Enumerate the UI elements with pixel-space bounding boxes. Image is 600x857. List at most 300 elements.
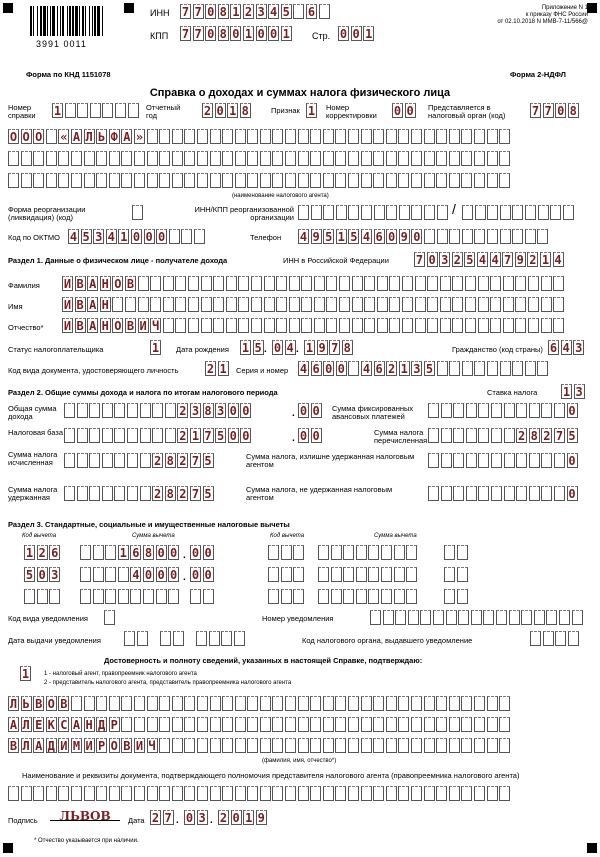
- char-cell: [210, 129, 221, 144]
- char-cell: [276, 297, 287, 312]
- deduction-sum-header-right: Сумма вычета: [374, 533, 417, 539]
- char-cell: [84, 786, 95, 801]
- char-cell: [184, 151, 195, 166]
- char-cell: [411, 129, 422, 144]
- char-cell: [398, 786, 409, 801]
- agent-name-row1[interactable]: [8, 129, 510, 144]
- char-cell: [314, 318, 325, 333]
- char-cell: [293, 545, 304, 560]
- char-cell: 5: [217, 428, 225, 443]
- surname-field[interactable]: [62, 276, 564, 291]
- char-cell: [343, 589, 354, 604]
- char-cell: [474, 151, 485, 166]
- char-cell: [172, 786, 183, 801]
- char-cell: [424, 229, 435, 244]
- char-cell: [326, 318, 337, 333]
- oktmo-label: Код по ОКТМО: [8, 233, 61, 242]
- char-cell: [424, 717, 435, 732]
- char-cell: [172, 173, 183, 188]
- char-cell: [436, 151, 447, 166]
- char-cell: [301, 318, 312, 333]
- char-cell: [348, 173, 359, 188]
- char-cell: 0: [428, 252, 436, 267]
- name-field[interactable]: [62, 297, 564, 312]
- char-cell: [89, 486, 100, 501]
- char-cell: 1: [120, 229, 128, 244]
- char-cell: 1: [191, 428, 200, 443]
- char-cell: [184, 696, 195, 711]
- char-cell: [377, 297, 388, 312]
- citizenship-field[interactable]: [548, 340, 584, 355]
- char-cell: [386, 205, 397, 220]
- char-cell: [348, 717, 359, 732]
- series-label: Серия и номер: [236, 366, 289, 375]
- page-number-field[interactable]: [338, 26, 374, 41]
- char-cell: [102, 403, 113, 418]
- char-cell: 0: [232, 26, 240, 41]
- char-cell: 0: [204, 545, 212, 560]
- char-cell: [112, 297, 123, 312]
- deduction-code-right-row1[interactable]: [268, 545, 304, 560]
- char-cell: [326, 276, 337, 291]
- char-cell: [251, 318, 262, 333]
- char-cell: [210, 173, 221, 188]
- char-cell: [406, 589, 417, 604]
- char-cell: 3: [441, 252, 449, 267]
- deduction-sum-right-row1[interactable]: [318, 545, 417, 560]
- char-cell: [272, 696, 283, 711]
- notice-day-field[interactable]: [124, 631, 148, 646]
- char-cell: [499, 173, 510, 188]
- notice-number-label: Номер уведомления: [262, 614, 334, 623]
- birth-month-field[interactable]: [272, 340, 296, 355]
- char-cell: 0: [242, 428, 250, 443]
- char-cell: [272, 129, 283, 144]
- deduction-code-header-right: Код вычета: [270, 533, 305, 539]
- confirm-who-field[interactable]: [20, 666, 31, 681]
- char-cell: 1: [562, 384, 571, 399]
- char-cell: 0: [568, 486, 576, 501]
- income-field[interactable]: [64, 403, 251, 418]
- char-cell: [427, 318, 438, 333]
- char-cell: [361, 173, 372, 188]
- income-kopeks-field[interactable]: [298, 403, 322, 418]
- char-cell: 4: [270, 4, 278, 19]
- char-cell: 3: [198, 810, 206, 825]
- char-cell: 7: [191, 453, 200, 468]
- char-cell: [389, 318, 400, 333]
- char-cell: [335, 696, 346, 711]
- withheld-field[interactable]: [64, 486, 214, 501]
- char-cell: [389, 276, 400, 291]
- char-cell: [310, 151, 321, 166]
- char-cell: [165, 428, 176, 443]
- report-year-label: Отчетный год: [146, 103, 181, 120]
- char-cell: [474, 738, 485, 753]
- notice-organ-field[interactable]: [530, 631, 579, 646]
- char-cell: [235, 129, 246, 144]
- transferred-field[interactable]: [428, 428, 578, 443]
- char-cell: [201, 276, 212, 291]
- barcode-image: [30, 6, 104, 36]
- char-cell: [310, 696, 321, 711]
- char-cell: [427, 276, 438, 291]
- char-cell: [247, 129, 258, 144]
- birth-day-field[interactable]: [240, 340, 264, 355]
- char-cell: [109, 786, 120, 801]
- phone-field[interactable]: [298, 229, 548, 244]
- char-cell: 7: [181, 26, 190, 41]
- tax-rate-field[interactable]: [561, 384, 585, 399]
- char-cell: [541, 486, 552, 501]
- correction-number-field[interactable]: [392, 103, 416, 118]
- char-cell: В: [76, 318, 84, 333]
- char-cell: [436, 786, 447, 801]
- char-cell: Л: [22, 717, 30, 732]
- char-cell: 3: [191, 403, 200, 418]
- char-cell: [323, 717, 334, 732]
- char-cell: [247, 717, 258, 732]
- fixed-payments-field[interactable]: [428, 403, 578, 418]
- taxpayer-status-field[interactable]: [150, 340, 161, 355]
- char-cell: 0: [413, 229, 421, 244]
- char-cell: [298, 173, 309, 188]
- person-inn-label: ИНН в Российской Федерации: [283, 256, 389, 265]
- char-cell: [453, 486, 464, 501]
- signer-name-field[interactable]: [8, 717, 510, 732]
- char-cell: [398, 717, 409, 732]
- char-cell: [568, 631, 579, 646]
- char-cell: [310, 786, 321, 801]
- char-cell: 9: [312, 229, 320, 244]
- char-cell: [331, 589, 342, 604]
- authority-doc-field[interactable]: [8, 786, 510, 801]
- char-cell: 0: [170, 567, 178, 582]
- char-cell: [188, 297, 199, 312]
- char-cell: [398, 151, 409, 166]
- char-cell: Ч: [148, 738, 156, 753]
- char-cell: [361, 129, 372, 144]
- char-cell: 4: [554, 252, 562, 267]
- char-cell: [21, 173, 32, 188]
- sign-day-field[interactable]: [150, 810, 174, 825]
- char-cell: [96, 151, 107, 166]
- char-cell: [424, 786, 435, 801]
- char-cell: [411, 151, 422, 166]
- char-cell: О: [114, 318, 122, 333]
- char-cell: [184, 173, 195, 188]
- deduction-kopeks-row3[interactable]: [190, 589, 214, 604]
- char-cell: [398, 173, 409, 188]
- char-cell: [80, 567, 91, 582]
- char-cell: 1: [245, 810, 253, 825]
- char-cell: [298, 786, 309, 801]
- char-cell: [361, 205, 372, 220]
- oktmo-field[interactable]: [68, 229, 205, 244]
- char-cell: [298, 129, 309, 144]
- char-cell: [348, 786, 359, 801]
- char-cell: [509, 610, 520, 625]
- char-cell: [386, 151, 397, 166]
- agent-kpp-field[interactable]: [180, 26, 292, 41]
- char-cell: [339, 276, 350, 291]
- deduction-code-row3[interactable]: [24, 589, 60, 604]
- char-cell: 0: [393, 103, 402, 118]
- char-cell: [210, 786, 221, 801]
- char-cell: [46, 129, 57, 144]
- char-cell: [127, 403, 138, 418]
- tax-authority-field[interactable]: [530, 103, 579, 118]
- excess-field[interactable]: [428, 453, 578, 468]
- char-cell: [196, 631, 207, 646]
- char-cell: [222, 696, 233, 711]
- patronymic-label: Отчество*: [8, 323, 44, 332]
- fio-caption: (фамилия, имя, отчество*): [262, 758, 337, 764]
- agent-inn-field[interactable]: [180, 4, 330, 19]
- char-cell: [134, 717, 145, 732]
- char-cell: И: [60, 738, 68, 753]
- char-cell: [364, 276, 375, 291]
- char-cell: [169, 229, 180, 244]
- series-field[interactable]: [298, 361, 548, 376]
- char-cell: 3: [51, 567, 59, 582]
- char-cell: 0: [191, 567, 200, 582]
- deduction-code-row2[interactable]: [24, 567, 60, 582]
- char-cell: [77, 403, 88, 418]
- char-cell: [361, 696, 372, 711]
- char-cell: [348, 361, 359, 376]
- char-cell: Р: [110, 717, 118, 732]
- reorg-form-label: Форма реорганизации (ликвидация) (код): [8, 205, 86, 222]
- char-cell: [71, 696, 82, 711]
- char-cell: 0: [145, 229, 153, 244]
- char-cell: И: [63, 276, 72, 291]
- char-cell: [444, 567, 455, 582]
- char-cell: [93, 567, 104, 582]
- char-cell: [335, 717, 346, 732]
- char-cell: [210, 696, 221, 711]
- patronymic-field[interactable]: [62, 318, 564, 333]
- deduction-sum-right-row3[interactable]: [318, 589, 417, 604]
- notice-month-field[interactable]: [160, 631, 184, 646]
- char-cell: [441, 486, 452, 501]
- char-cell: 1: [151, 340, 160, 355]
- char-cell: [226, 276, 237, 291]
- char-cell: [478, 276, 489, 291]
- reorg-form-field[interactable]: [132, 205, 143, 220]
- doc-kind-field[interactable]: [205, 361, 229, 376]
- deduction-code-row1[interactable]: [24, 545, 60, 560]
- char-cell: [323, 173, 334, 188]
- decimal-dot: .: [183, 572, 186, 583]
- char-cell: [474, 786, 485, 801]
- char-cell: 4: [107, 229, 115, 244]
- deduction-sum-header-left: Сумма вычета: [132, 533, 175, 539]
- report-year-field[interactable]: [202, 103, 251, 118]
- char-cell: [314, 276, 325, 291]
- char-cell: [452, 297, 463, 312]
- deduction-kopeks-row2[interactable]: [190, 567, 214, 582]
- signer-patronymic-field[interactable]: [8, 738, 510, 753]
- char-cell: [64, 453, 75, 468]
- char-cell: [260, 173, 271, 188]
- deduction-sum-row1[interactable]: [80, 545, 179, 560]
- char-cell: [370, 610, 381, 625]
- deduction-sum-row2[interactable]: [80, 567, 179, 582]
- char-cell: В: [126, 276, 135, 291]
- char-cell: [235, 173, 246, 188]
- char-cell: [172, 717, 183, 732]
- deduction-kopeks-right-row2[interactable]: [444, 567, 468, 582]
- char-cell: [395, 610, 406, 625]
- char-cell: О: [114, 276, 122, 291]
- sign-month-field[interactable]: [184, 810, 208, 825]
- char-cell: [201, 297, 212, 312]
- agent-name-row2[interactable]: [8, 151, 510, 166]
- citizenship-label: Гражданство (код страны): [452, 345, 543, 354]
- char-cell: А: [89, 297, 97, 312]
- footnote: * Отчество указывается при наличии.: [34, 838, 139, 844]
- char-cell: [487, 696, 498, 711]
- person-inn-field[interactable]: [414, 252, 564, 267]
- signature-value[interactable]: ЛЬВОВ: [50, 812, 120, 821]
- char-cell: [285, 151, 296, 166]
- char-cell: [466, 453, 477, 468]
- reorg-inn-field[interactable]: [298, 205, 448, 220]
- birth-year-field[interactable]: [304, 340, 353, 355]
- char-cell: [478, 486, 489, 501]
- deduction-sum-right-row2[interactable]: [318, 567, 417, 582]
- char-cell: [529, 403, 540, 418]
- notice-year-field[interactable]: [196, 631, 245, 646]
- char-cell: [314, 297, 325, 312]
- char-cell: [457, 545, 468, 560]
- char-cell: [71, 173, 82, 188]
- sign-attr-field[interactable]: [306, 103, 317, 118]
- char-cell: 2: [244, 4, 253, 19]
- char-cell: [289, 297, 300, 312]
- char-cell: [411, 717, 422, 732]
- char-cell: 0: [568, 453, 576, 468]
- char-cell: [386, 129, 397, 144]
- char-cell: [478, 453, 489, 468]
- char-cell: [326, 297, 337, 312]
- char-cell: [499, 717, 510, 732]
- char-cell: [373, 717, 384, 732]
- tax-base-field[interactable]: [64, 428, 251, 443]
- agent-name-row3[interactable]: [8, 173, 510, 188]
- char-cell: [272, 173, 283, 188]
- reorg-kpp-field[interactable]: [462, 205, 574, 220]
- deduction-code-right-row3[interactable]: [268, 589, 304, 604]
- char-cell: 0: [339, 26, 348, 41]
- char-cell: [534, 610, 545, 625]
- char-cell: [276, 318, 287, 333]
- char-cell: [264, 318, 275, 333]
- char-cell: [452, 276, 463, 291]
- tax-base-kopeks-field[interactable]: [298, 428, 322, 443]
- char-cell: [466, 403, 477, 418]
- char-cell: [572, 610, 583, 625]
- appendix-line1: Приложение N 1: [541, 5, 588, 11]
- char-cell: [268, 545, 279, 560]
- notice-kind-field[interactable]: [104, 610, 115, 625]
- calc-tax-field[interactable]: [64, 453, 214, 468]
- char-cell: 1: [241, 340, 250, 355]
- char-cell: [181, 229, 192, 244]
- char-cell: 4: [132, 567, 140, 582]
- char-cell: 3: [413, 361, 421, 376]
- char-cell: А: [89, 318, 97, 333]
- char-cell: [140, 453, 151, 468]
- char-cell: 6: [312, 361, 320, 376]
- char-cell: 2: [529, 252, 537, 267]
- deduction-code-right-row2[interactable]: [268, 567, 304, 582]
- char-cell: 0: [232, 810, 240, 825]
- char-cell: 2: [179, 453, 187, 468]
- deduction-kopeks-right-row3[interactable]: [444, 589, 468, 604]
- certificate-number-field[interactable]: [52, 103, 139, 118]
- char-cell: [235, 717, 246, 732]
- char-cell: [490, 297, 501, 312]
- char-cell: 5: [325, 229, 333, 244]
- char-cell: [226, 297, 237, 312]
- withheld-label: Сумма налога удержанная: [8, 485, 58, 502]
- income-label: Общая сумма дохода: [8, 404, 57, 421]
- char-cell: [128, 103, 139, 118]
- form-title: Справка о доходах и суммах налога физического лица: [149, 87, 451, 99]
- char-cell: [281, 567, 292, 582]
- char-cell: 6: [375, 361, 383, 376]
- char-cell: [222, 151, 233, 166]
- sign-year-field[interactable]: [218, 810, 267, 825]
- char-cell: [159, 717, 170, 732]
- char-cell: [331, 545, 342, 560]
- char-cell: В: [9, 738, 18, 753]
- char-cell: [424, 205, 435, 220]
- deduction-kopeks-row1[interactable]: [190, 545, 214, 560]
- char-cell: [458, 610, 469, 625]
- char-cell: [251, 297, 262, 312]
- char-cell: [234, 631, 245, 646]
- char-cell: [118, 589, 129, 604]
- char-cell: [449, 717, 460, 732]
- char-cell: [46, 786, 57, 801]
- signer-surname-field[interactable]: [8, 696, 510, 711]
- deduction-sum-row3[interactable]: [80, 589, 179, 604]
- char-cell: 2: [151, 810, 160, 825]
- char-cell: [541, 318, 552, 333]
- char-cell: [529, 453, 540, 468]
- char-cell: [474, 361, 485, 376]
- char-cell: [474, 696, 485, 711]
- char-cell: [163, 297, 174, 312]
- char-cell: [436, 173, 447, 188]
- char-cell: 0: [229, 403, 237, 418]
- deduction-kopeks-right-row1[interactable]: [444, 545, 468, 560]
- char-cell: [168, 589, 179, 604]
- char-cell: [449, 786, 460, 801]
- char-cell: [184, 738, 195, 753]
- char-cell: [336, 205, 347, 220]
- char-cell: [159, 173, 170, 188]
- char-cell: [143, 589, 154, 604]
- char-cell: 7: [194, 4, 202, 19]
- notice-number-field[interactable]: [370, 610, 583, 625]
- char-cell: 6: [549, 340, 558, 355]
- not-withheld-field[interactable]: [428, 486, 578, 501]
- char-cell: [172, 738, 183, 753]
